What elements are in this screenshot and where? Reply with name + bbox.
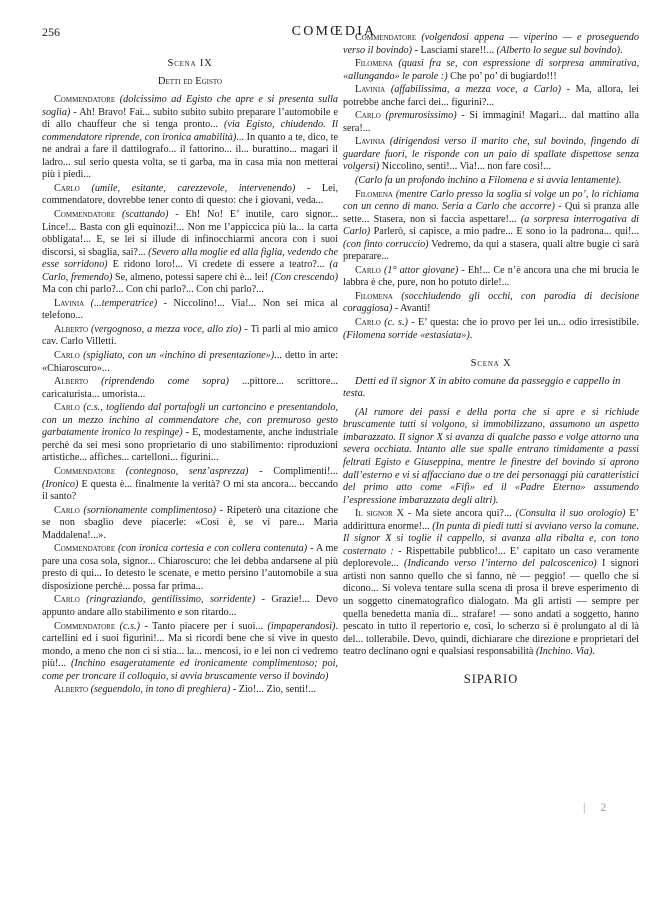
stage-direction: (In punta di piedi tutti si avviano verso la comune. Il signor X si toglie il cappello, si avanza alla ribalta e, con tono costernato : (343, 520, 640, 557)
dialogue-text: - Ti parli al mio amico cav. Carlo Villetti. (42, 323, 338, 348)
page-stamp-mark: | 2 (583, 800, 613, 814)
scene-title: Scena IX (167, 58, 213, 69)
paragraph (42, 466, 338, 504)
dialogue-text: - Si immagini! Magari... dal mattino alla sera!... (343, 110, 639, 134)
paragraph (343, 508, 639, 659)
dialogue-text: - Eh!... Ce n’è ancora una che mi brucia le labbra è che, pure, non ho potuto dirle!... (343, 264, 640, 289)
dialogue-text: - E’ questa: che io provo per lei un... odio irresistibile. (407, 317, 639, 329)
right-column (343, 32, 639, 685)
dialogue-text: - Lei, commendatore, dovrebbe tener conto di questo: che i giovani, veda... (42, 182, 338, 207)
stage-direction: (via Egisto, chiudendo. Il commendatore riprende, con ironica amabilità) (42, 119, 338, 143)
speaker-name: Commendatore (54, 620, 116, 632)
stage-direction: (mentre Carlo presso la soglia si volge un po’, lo richiama con un cenno di mano. Seria a Carlo che accorre) (343, 188, 639, 213)
stage-direction: (ringraziando, gentilissimo, sorridente) (79, 594, 256, 606)
scene-subtitle: Detti ed il signor X in abito comune da passeggio e cappello in testa. (343, 375, 621, 400)
stage-direction: (...temperatrice) (84, 297, 158, 309)
running-title: COMŒDIA (291, 24, 377, 39)
stage-direction: (Consulta il suo orologio) (515, 508, 626, 520)
paragraph (343, 291, 639, 316)
paragraph (42, 298, 338, 323)
paragraph (42, 402, 338, 465)
stage-direction: (riprendendo come sopra) (88, 376, 229, 388)
stage-direction: (Con crescendo) (270, 271, 338, 283)
scene-subtitle: Detti ed Egisto (157, 75, 223, 87)
dialogue-text: - Niccolino!... Via!... Non sei mica al telefono... (42, 297, 338, 322)
paragraph (343, 317, 639, 342)
paragraph (42, 183, 338, 208)
stage-direction: (Ironico) (42, 478, 79, 490)
dialogue-block (42, 94, 338, 697)
stage-direction: (c. s.) (380, 317, 408, 329)
dialogue-text: ... In quanto a te, dico, te ne andrai a fare il dattilografo... il fattorino... il... burattino... magari il ladro... sul serio questa volta, se ti garba, ma in casa mia non metterai più i piedi... (42, 131, 339, 181)
speaker-name: Alberto (54, 323, 89, 335)
speaker-name: Alberto (54, 376, 89, 388)
speaker-name: Carlo (54, 350, 80, 362)
paragraph (42, 350, 338, 375)
paragraph (343, 58, 639, 83)
speaker-name: Carlo (355, 317, 381, 329)
dialogue-text: - E, modestamente, anche industriale perchè da sei mesi sono proprietario di uno stabilimento: riproduzioni artistiche... affiches... cartelloni... figurini... (42, 427, 338, 464)
dialogue-text: - Ma siete ancora qui?... (403, 508, 516, 520)
closing-sipario: SIPARIO (463, 671, 519, 686)
left-column (42, 54, 338, 698)
stage-direction: (c.s.) (115, 620, 140, 632)
paragraph (42, 376, 338, 401)
stage-direction: (volgendosi appena — viperino — e proseguendo verso il bovindo) (343, 32, 639, 56)
stage-direction: (seguendolo, in tono di preghiera) (88, 684, 231, 696)
dialogue-text: - Rispettabile pubblico!... E’ capitato un caso veramente deplorevole... (343, 545, 639, 570)
dialogue-text: - Grazie!... Devo appunto andare allo stabilimento e son ritardo... (42, 594, 338, 618)
stage-direction: (socchiudendo gli occhi, con parodia di decisione coraggiosa) (343, 290, 639, 315)
stage-direction: (Indicando verso l’interno del palcoscenico) (404, 558, 597, 570)
stage-direction: (1° attor giovane) (380, 264, 459, 276)
speaker-name: Carlo (54, 182, 80, 194)
dialogue-text: - Ah! Bravo! Fai... subito subito subito preparare l’automobile e di allo chauffeur che si tenga pronto... (42, 106, 338, 131)
speaker-name: Filomena (355, 290, 393, 302)
speaker-name: Lavinia (355, 84, 386, 96)
stage-direction: (a Carlo, fremendo) (42, 259, 338, 283)
stage-direction: (sornionamente complimentoso) (79, 504, 217, 516)
dialogue-text: I signori artisti non sanno quello che si fanno, nè — peggio! — quello che si dicono... Si voleva tentare sulla scena di prosa il breve esperimento di un soggetto cinematografico dialogato. Ma gli artisti — sempre per quella benedetta mania di... strafare! — sono andati a soggetto, hanno pescato in tutto il repertorio e, così, lo scherzo si è prolungato al di là del... tollerabile. Devo, quindi, dichiarare che direzione e proprietari del teatro declinano ogni e qualsiasi responsabilità (343, 558, 640, 658)
paragraph (42, 505, 338, 543)
stage-direction: (Inchino. Via) (535, 646, 593, 658)
paragraph (343, 175, 639, 188)
dialogue-text: E questa è... finalmente la verità? O mi sta ancora... beccando il santo? (42, 478, 338, 503)
speaker-name: Commendatore (54, 209, 116, 221)
dialogue-text: - Ma, allora, lei potrebbe anche farci dei... figurini?... (343, 84, 639, 108)
stage-direction: (scattando) (115, 209, 169, 221)
dialogue-text: - Complimenti!... (248, 465, 338, 477)
paragraph (42, 94, 338, 182)
speaker-name: Carlo (355, 264, 381, 276)
paragraph (343, 136, 639, 174)
stage-direction: (Inchino esageratamente ed ironicamente complimentoso; poi, come per troncare il colloquio, si avvia bruscamente verso il bovindo) (42, 658, 338, 682)
dialogue-text: ... detto in arte: «Chiaroscuro»... (42, 350, 338, 374)
dialogue-text: Vedremo, da qui a stasera, quali altre bugie ci sarà preparare... (343, 238, 639, 263)
dialogue-block (343, 32, 639, 342)
paragraph (343, 110, 639, 135)
stage-direction: (Severo alla moglie ed alla figlia, vedendo che esse sorridono) (42, 246, 339, 271)
stage-direction: (Filomena sorride «estasiata») (343, 329, 470, 341)
dialogue-text: - Eh! No! E’ inutile, caro signor... Lince!... Basta con gli equinozi!... Non me l’appiccica più la... la carta obbligata!... E, se lei si illude di infinocchiarmi ancora con i suoi discorsi, si sbaglia, sai?... (42, 209, 338, 258)
speaker-name: Filomena (355, 188, 393, 200)
stage-direction: (c.s., togliendo dal portafogli un cartoncino e presentandolo, con un mezzo inchino al commendatore che, con premuroso gesto garbatamente ironico lo respinge) (42, 402, 338, 439)
paragraph (42, 209, 338, 297)
dialogue-text: ...pittore... scrittore... caricaturista... umorista... (42, 376, 338, 400)
speaker-name: Alberto (54, 684, 89, 696)
dialogue-text: . (469, 329, 473, 341)
dialogue-text: - Ripeterò una citazione che se non sbaglio deve piacerle: «Così è, se vi pare... Maria Maddalena!...». (42, 504, 338, 541)
stage-direction: (quasi fra se, con espressione di sorpresa ammirativa, «allungando» le parole :) (343, 58, 639, 82)
stage-direction: (vergognoso, a mezza voce, allo zio) (88, 323, 242, 335)
dialogue-text: - Zio!... Zio, senti!... (230, 684, 316, 696)
dialogue-text: Ma con chi parlo?... Con chi parlo?... Con chi parlo?... (42, 284, 264, 296)
stage-direction: (Carlo fa un profondo inchino a Filomena e si avvia lentamente). (355, 175, 622, 187)
stage-direction: (con finto corruccio) (343, 238, 429, 250)
speaker-name: Lavinia (355, 136, 386, 148)
paragraph (42, 324, 338, 349)
stage-direction: (Al rumore dei passi e della porta che si apre e si richiude bruscamente tutti si volgono, si immobilizzano, assumono un aspetto imbarazzato. Il signor X si avanza di qualche passo e volge attorno una severa occhiata. Intanto alle sue spalle entrano timidamente a passi feltrati Egisto e Giuseppina, mentre le finestre del bovindo si aprono dall’esterno e vi si affacciano due o tre dei personaggi più caratteristici del primo atto come «Fifì» ed il «Padre Eterno» assumendo l’espressione imbarazzata degli altri). (343, 406, 639, 506)
stage-direction: (spigliato, con un «inchino di presentazione») (79, 350, 275, 362)
stage-direction: (contegnoso, senz’asprezza) (115, 465, 249, 477)
paragraph (42, 594, 338, 619)
paragraph (343, 84, 639, 109)
dialogue-text: . cartellini ed i suoi figurini!... Ma si ricordi bene che si vive in questo mondo, a meno che non ci si stia... la... mencosi, io e lei non ci vedremo più!... (42, 620, 338, 670)
paragraph (42, 543, 338, 593)
dialogue-text: Che po’ po’ di bugiardo!!! (447, 70, 557, 82)
stage-direction: (affabilissima, a mezza voce, a Carlo) (385, 84, 562, 96)
paragraph (343, 407, 639, 507)
paragraph (343, 32, 639, 57)
stage-direction: (a sorpresa interrogativa di Carlo) (343, 213, 639, 238)
scene-title: Scena X (470, 358, 512, 370)
dialogue-text: - Avanti! (392, 303, 431, 315)
dialogue-text: E ridono loro!... Vi credete di essere a teatro?... (107, 259, 330, 271)
paragraph (42, 621, 338, 684)
stage-direction: (dirigendosi verso il marito che, sul bovindo, fingendo di guardare fuori, le risponde con un paio di spallate dispettose senza volgersi) (343, 136, 639, 173)
page-number: 256 (42, 25, 60, 39)
dialogue-text: Se, almeno, potessi sapere chi è... lei! (112, 271, 271, 283)
speaker-name: Filomena (355, 58, 393, 70)
speaker-name: Commendatore (54, 543, 116, 555)
speaker-name: Commendatore (54, 465, 116, 477)
speaker-name: Commendatore (54, 94, 116, 106)
dialogue-text: Niccolino, senti!... Via!... non fare così!... (379, 161, 551, 173)
dialogue-text: - Qui si pranza alle sette... Stasera, non si faccia aspettare!... (343, 201, 639, 225)
stage-direction: (con ironica cortesia e con collera contenuta) (115, 543, 308, 555)
dialogue-text: - A me pare una cosa sola, signor... Chiaroscuro: che lei debba andarsene al più presto di qui... Io detesto le scenate, e metto persino l’automobile a sua disposizione perchè... possa far prima... (42, 543, 338, 592)
speaker-name: Commendatore (355, 32, 417, 43)
speaker-name: Lavinia (54, 297, 85, 309)
stage-direction: (impaperandosi) (267, 620, 336, 632)
speaker-name: Carlo (355, 110, 381, 122)
speaker-name: Il signor X (355, 508, 404, 520)
stage-direction: (dolcissimo ad Egisto che apre e si presenta sulla soglia) (42, 94, 338, 118)
speaker-name: Carlo (54, 402, 80, 414)
dialogue-text: . (619, 44, 623, 56)
stage-direction: (Alberto lo segue sul bovindo) (496, 44, 620, 56)
dialogue-text: Parlerò, si capisce, a mio padre... E sono io la padrona... qui!... (370, 226, 639, 238)
paragraph (343, 189, 639, 264)
dialogue-text: . (592, 646, 595, 658)
speaker-name: Carlo (54, 504, 80, 516)
dialogue-text: - Tanto piacere per i suoi... (139, 620, 268, 632)
dialogue-text: E’ addirittura enorme!... (343, 508, 640, 532)
paragraph (42, 684, 338, 697)
paragraph (343, 265, 639, 290)
stage-direction: (umile, esitante, carezzevole, intervenendo) (79, 182, 296, 194)
dialogue-block (343, 407, 639, 659)
stage-direction: (premurosissimo) (380, 110, 457, 122)
dialogue-text: - Lasciami stare!!... (412, 44, 497, 56)
speaker-name: Carlo (54, 594, 80, 606)
